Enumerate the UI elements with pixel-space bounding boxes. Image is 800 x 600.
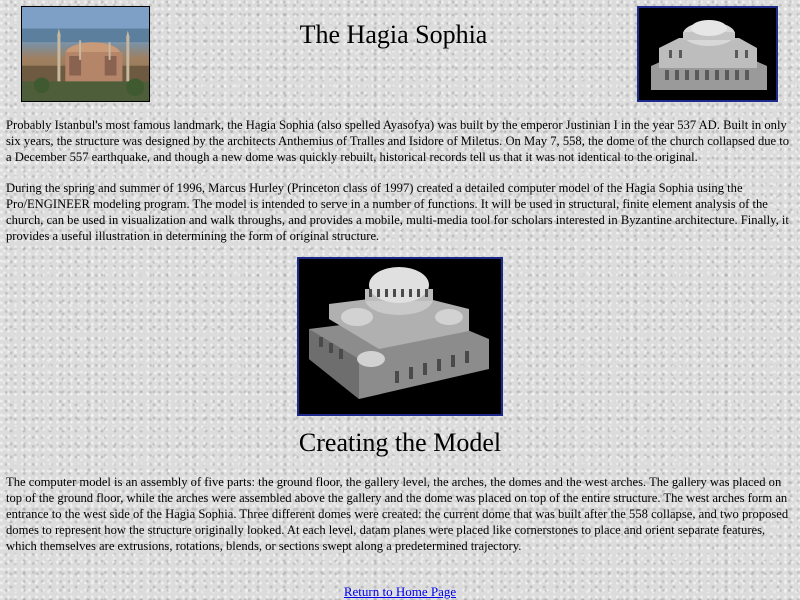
return-home-link[interactable]: Return to Home Page bbox=[343, 584, 457, 599]
history-paragraph: During the spring and summer of 1996, Marcus Hurley (Princeton class of 1997) created a detailed computer model of the Hagia Sophia using the Pro/ENGINEER modeling program. The model is intended to serve in a number of functions. It will be used in structural, finite element analysis of the church, can be used in visualization and walk throughs, and provides a mobile, multi-media tool for scholars interested in Byzantine architecture. Finally, it provides a useful illustration in determining the form of original structure. bbox=[6, 181, 789, 243]
return-link-container bbox=[0, 584, 800, 600]
page-title: The Hagia Sophia bbox=[299, 20, 488, 49]
intro-paragraph: Probably Istanbul's most famous landmark, the Hagia Sophia (also spelled Ayasofya) was built by the emperor Justinian I in the year 537 AD. Built in only six years, the structure was designed by the architects Anthemius of Tralles and Isidore of Miletus. On May 7, 558, the dome of the church collapsed due to a December 557 earthquake, and though a new dome was quickly rebuilt, historical records tell us that it was not identical to the original. bbox=[6, 118, 790, 164]
model-paragraph: The computer model is an assembly of five parts: the ground floor, the gallery level, the arches, the domes and the west arches. The gallery was placed on top of the ground floor, while the arches were assembled above the gallery and the dome was placed on top of the entire structure. The west arches form an entrance to the west side of the Hagia Sophia. Three different domes were created: the current dome that was built after the 558 collapse, and two proposed domes to represent how the structure originally looked. At each level, datam planes were placed like cornerstones to place and orient separate features, which themselves are extrusions, rotations, blends, or sections swept along a predetermined trajectory. bbox=[6, 475, 789, 553]
model-render-main-image bbox=[297, 257, 503, 416]
section-heading: Creating the Model bbox=[298, 428, 502, 457]
hagia-sophia-photo bbox=[21, 6, 150, 102]
model-render-side-image bbox=[637, 6, 778, 102]
